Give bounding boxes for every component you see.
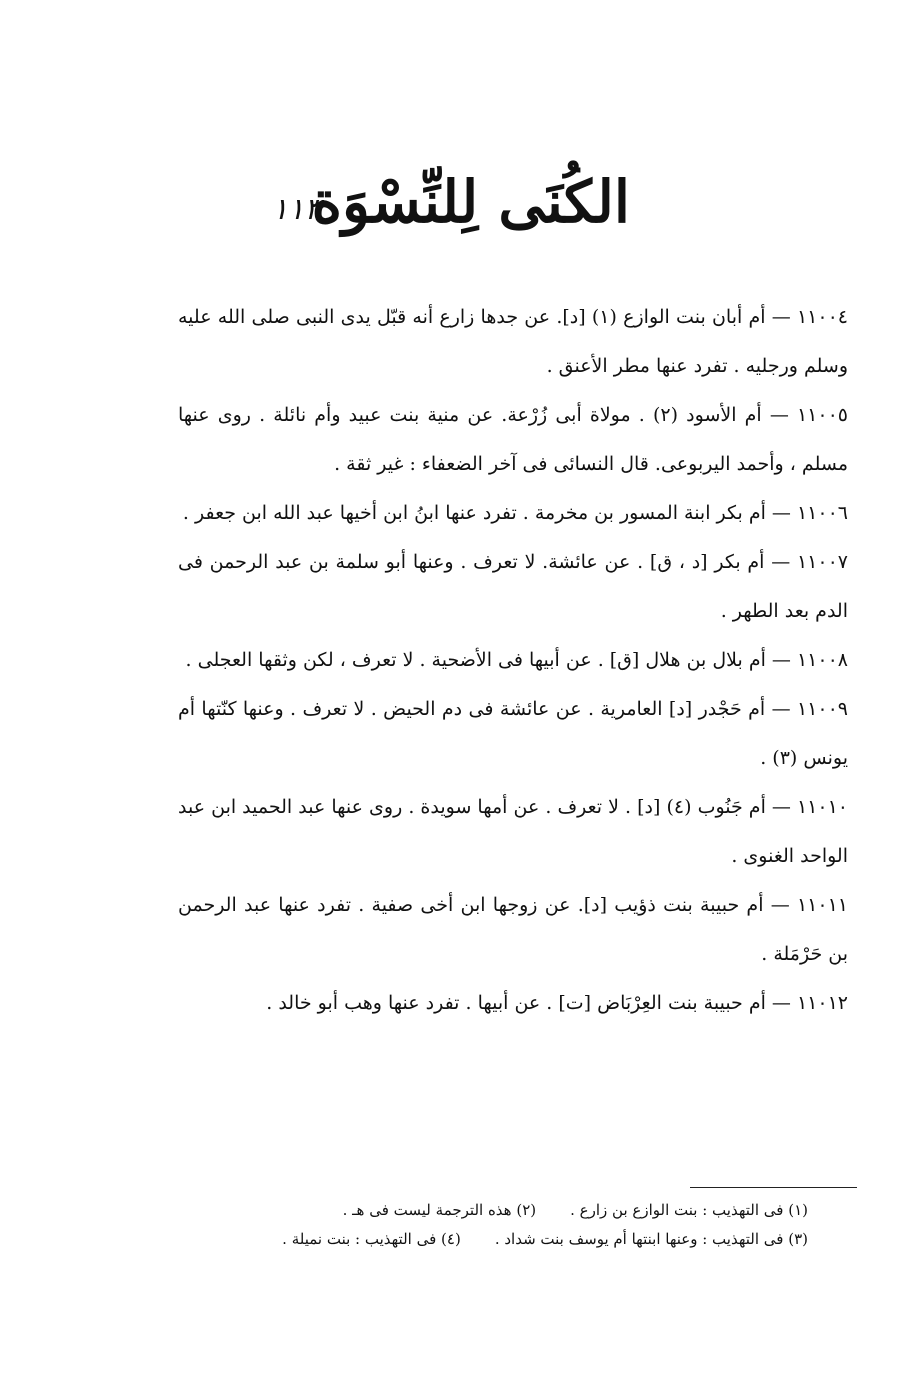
chapter-title: الكُنَى لِلنِّسْوَة — [311, 168, 630, 236]
entry-11010: ١١٠١٠ — أم جَنُوب (٤) [د] . لا تعرف . عن أمها سويدة . روى عنها عبد الحميد ابن عبد الواحد الغنوى . — [178, 796, 848, 867]
entry-11009: ١١٠٠٩ — أم حَجْدر [د] العامرية . عن عائشة فى دم الحيض . لا تعرف . وعنها كنّتها أم يونس (٣) . — [178, 698, 848, 769]
footnote-divider — [690, 1187, 857, 1188]
footnote-2: (٢) هذه الترجمة ليست فى هـ . — [342, 1201, 537, 1219]
entry-11011: ١١٠١١ — أم حبيبة بنت ذؤيب [د]. عن زوجها ابن أخى صفية . تفرد عنها عبد الرحمن بن حَرْمَلة . — [178, 894, 848, 965]
footnote-row — [178, 1196, 808, 1225]
entry-11005: ١١٠٠٥ — أم الأسود (٢) . مولاة أبى زُرْعة. عن منية بنت عبيد وأم نائلة . روى عنها مسلم ، وأحمد اليربوعى. قال النسائى فى آخر الضعفاء : غير ثقة . — [178, 404, 848, 475]
entry-11006: ١١٠٠٦ — أم بكر ابنة المسور بن مخرمة . تفرد عنها ابنُ ابن أخيها عبد الله ابن جعفر . — [182, 502, 848, 524]
entry-11004: ١١٠٠٤ — أم أبان بنت الوازع (١) [د]. عن جدها زارع أنه قبّل يدى النبى صلى الله عليه وسلم ورجليه . تفرد عنها مطر الأعنق . — [178, 306, 848, 377]
entry-11007: ١١٠٠٧ — أم بكر [د ، ق] . عن عائشة. لا تعرف . وعنها أبو سلمة بن عبد الرحمن فى الدم بعد الطهر . — [178, 551, 848, 622]
footnote-1: (١) فى التهذيب : بنت الوازع بن زارع . — [570, 1201, 808, 1219]
footnotes — [178, 1196, 808, 1254]
handwritten-page-mark: ١١٣ — [272, 192, 321, 227]
chapter-heading — [180, 150, 725, 260]
entry-11012: ١١٠١٢ — أم حبيبة بنت العِرْبَاض [ت] . عن أبيها . تفرد عنها وهب أبو خالد . — [266, 992, 848, 1014]
footnote-3: (٣) فى التهذيب : وعنها ابنتها أم يوسف بنت شداد . — [494, 1230, 808, 1248]
entries-list — [178, 293, 848, 1028]
footnote-4: (٤) فى التهذيب : بنت نميلة . — [282, 1230, 461, 1248]
footnote-row — [178, 1225, 808, 1254]
entry-11008: ١١٠٠٨ — أم بلال بن هلال [ق] . عن أبيها فى الأضحية . لا تعرف ، لكن وثقها العجلى . — [185, 649, 848, 671]
